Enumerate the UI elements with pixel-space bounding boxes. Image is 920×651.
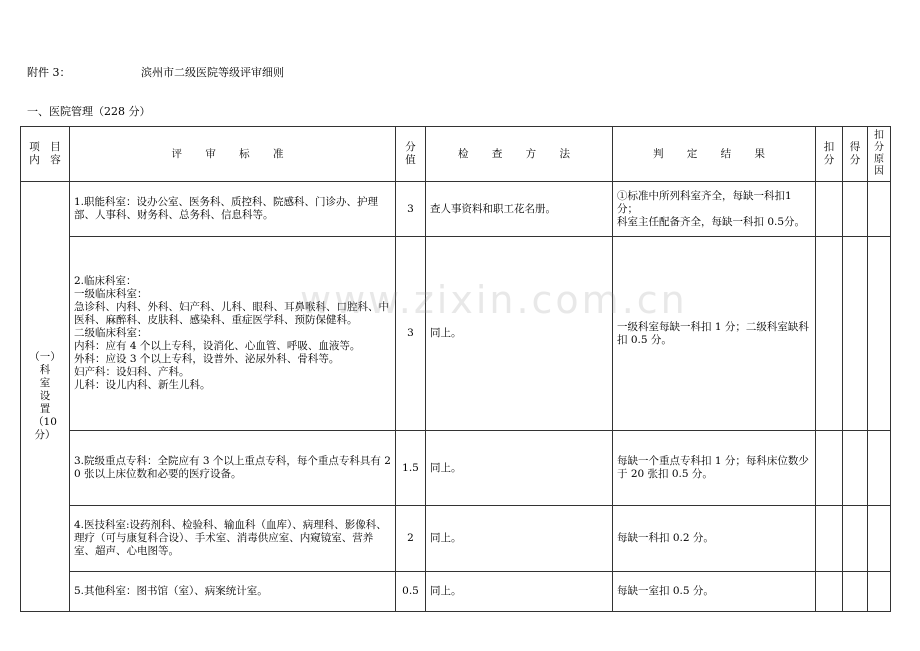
gain-cell[interactable] xyxy=(843,237,868,431)
method-cell: 同上。 xyxy=(426,431,613,506)
table-row xyxy=(21,182,891,237)
deduct-cell[interactable] xyxy=(816,572,843,612)
gain-cell[interactable] xyxy=(843,431,868,506)
watermark-text: www.zixin.com.cn xyxy=(300,278,688,322)
standard-cell: 5.其他科室：图书馆（室）、病案统计室。 xyxy=(70,572,396,612)
score-cell: 3 xyxy=(396,237,426,431)
deduct-cell[interactable] xyxy=(816,506,843,572)
result-cell: 每缺一室扣 0.5 分。 xyxy=(613,572,816,612)
reason-cell[interactable] xyxy=(868,182,891,237)
table-row xyxy=(21,237,891,431)
reason-cell[interactable] xyxy=(868,237,891,431)
header-deduct: 扣 分 xyxy=(816,127,843,182)
reason-cell[interactable] xyxy=(868,572,891,612)
table-row xyxy=(21,431,891,506)
header-result: 判 定 结 果 xyxy=(613,127,816,182)
method-cell: 同上。 xyxy=(426,572,613,612)
deduct-cell[interactable] xyxy=(816,431,843,506)
header-gain: 得 分 xyxy=(843,127,868,182)
method-cell: 同上。 xyxy=(426,237,613,431)
header-reason: 扣 分 原 因 xyxy=(868,127,891,182)
table-row xyxy=(21,506,891,572)
result-cell: 每缺一科扣 0.2 分。 xyxy=(613,506,816,572)
method-cell: 同上。 xyxy=(426,506,613,572)
result-cell: 每缺一个重点专科扣 1 分；每科床位数少于 20 张扣 0.5 分。 xyxy=(613,431,816,506)
gain-cell[interactable] xyxy=(843,506,868,572)
score-cell: 0.5 xyxy=(396,572,426,612)
gain-cell[interactable] xyxy=(843,182,868,237)
attachment-label: 附件 3： xyxy=(27,66,71,79)
reason-cell[interactable] xyxy=(868,431,891,506)
score-cell: 3 xyxy=(396,182,426,237)
document-title: 滨州市二级医院等级评审细则 xyxy=(141,66,284,79)
table-row xyxy=(21,572,891,612)
header-item: 项 目 内 容 xyxy=(21,127,70,182)
score-cell: 2 xyxy=(396,506,426,572)
header-method: 检 查 方 法 xyxy=(426,127,613,182)
score-cell: 1.5 xyxy=(396,431,426,506)
standard-cell: 1.职能科室：设办公室、医务科、质控科、院感科、门诊办、护理部、人事科、财务科、总务科、信息科等。 xyxy=(70,182,396,237)
standard-cell: 3.院级重点专科：全院应有 3 个以上重点专科，每个重点专科具有 20 张以上床位数和必要的医疗设备。 xyxy=(70,431,396,506)
standard-cell: 2.临床科室： 一级临床科室： 急诊科、内科、外科、妇产科、儿科、眼科、耳鼻喉科、口腔科、中医科、麻醉科、皮肤科、感染科、重症医学科、预防保健科。 二级临床科室： 内科：应有 4 个以上专科，设消化、心血管、呼吸、血液等。 外科：应设 3 个以上专科，设普外、泌尿外科、骨科等。 妇产科：设妇科、产科。 儿科：设儿内科、新生儿科。 xyxy=(70,237,396,431)
result-cell: 一级科室每缺一科扣 1 分；二级科室缺科扣 0.5 分。 xyxy=(613,237,816,431)
reason-cell[interactable] xyxy=(868,506,891,572)
deduct-cell[interactable] xyxy=(816,237,843,431)
result-cell: ①标准中所列科室齐全，每缺一科扣1 分； 科室主任配备齐全，每缺一科扣 0.5分。 xyxy=(613,182,816,237)
table-header-row xyxy=(21,127,891,182)
deduct-cell[interactable] xyxy=(816,182,843,237)
method-cell: 查人事资料和职工花名册。 xyxy=(426,182,613,237)
header-standard: 评 审 标 准 xyxy=(70,127,396,182)
standard-cell: 4.医技科室:设药剂科、检验科、输血科（血库）、病理科、影像科、理疗（可与康复科合设）、手术室、消毒供应室、内窥镜室、营养室、超声、心电图等。 xyxy=(70,506,396,572)
gain-cell[interactable] xyxy=(843,572,868,612)
evaluation-table xyxy=(20,126,891,612)
header-score: 分 值 xyxy=(396,127,426,182)
group-label: （一） 科 室 设 置 （10 分） xyxy=(21,182,70,612)
section-heading: 一、医院管理（228 分） xyxy=(27,105,151,118)
